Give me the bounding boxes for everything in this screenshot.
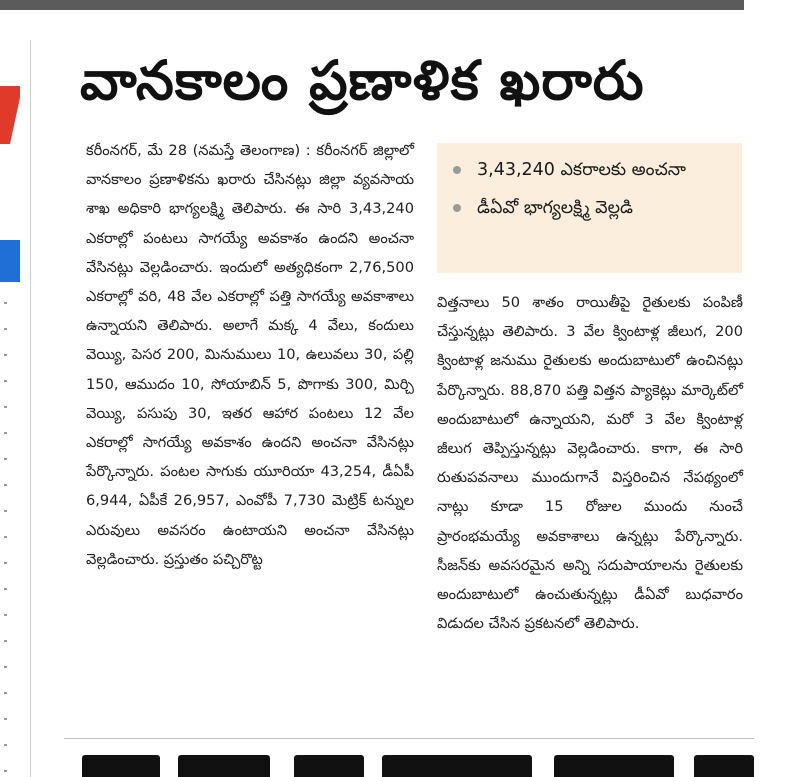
- article-headline: వానకాలం ప్రణాళిక ఖరారు: [80, 49, 645, 112]
- highlight-text: 3,43,240 ఎకరాలకు అంచనా: [477, 160, 686, 180]
- bullet-icon: [453, 204, 461, 212]
- bullet-icon: [453, 166, 461, 174]
- highlight-text: డీఏవో భాగ్యలక్ష్మి వెల్లడి: [477, 198, 633, 218]
- article-body-right-column: విత్తనాలు 50 శాతం రాయితీపై రైతులకు పంపిణీ చేస్తున్నట్లు తెలిపారు. 3 వేల క్వింటాళ్ల జీలుగ, 200 క్వింటాళ్ల జనుము రైతులకు అందుబాటులో ఉంచినట్లు పేర్కొన్నారు. 88,870 పత్తి విత్తన ప్యాకెట్లు మార్కెట్‌లో అందుబాటులో ఉన్నాయని, మరో 3 వేల క్వింటాళ్ల జీలుగ తెప్పిస్తున్నట్లు వెల్లడించారు. కాగా, ఈ సారి రుతుపవనాలు ముందుగానే విస్తరించిన నేపథ్యంలో నాట్లు కూడా 15 రోజుల ముందు నుంచే ప్రారంభమయ్యే అవకాశాలు ఉన్నట్లు పేర్కొన్నారు. సీజన్‌కు అవసరమైన అన్ని సదుపాయాలను రైతులకు అందుబాటులో ఉంచుతున్నట్లు డీఏవో బుధవారం విడుదల చేసిన ప్రకటనలో తెలిపారు.: [437, 294, 743, 633]
- adjacent-blue-block: [0, 240, 20, 282]
- cropped-glyph-run: [294, 755, 364, 777]
- article-body-left-column: కరీంనగర్, మే 28 (నమస్తే తెలంగాణ) : కరీంనగర్ జిల్లాలో వానకాలం ప్రణాళికను ఖరారు చేసినట్లు జిల్లా వ్యవసాయ శాఖ అధికారి భాగ్యలక్ష్మి తెలిపారు. ఈ సారి 3,43,240 ఎకరాల్లో పంటలు సాగయ్యే అవకాశం ఉందని అంచనా వేసినట్లు వెల్లడించారు. ఇందులో అత్యధికంగా 2,76,500 ఎకరాల్లో వరి, 48 వేల ఎకరాల్లో పత్తి సాగయ్యే అవకాశాలు ఉన్నాయని తెలిపారు. అలాగే మక్క 4 వేలు, కందులు వెయ్యి, పెసర 200, మినుములు 10, ఉలువలు 30, పల్లి 150, ఆముదం 10, సోయాబిన్ 5, పొగాకు 300, మిర్చి వెయ్యి, పసుపు 30, ఇతర ఆహార పంటలు 12 వేల ఎకరాల్లో సాగయ్యే అవకాశం ఉందని అంచనా వేసినట్లు పేర్కొన్నారు. పంటల సాగుకు యూరియా 43,254, డీఏపీ 6,944, ఏపీకే 26,957, ఎంవోపీ 7,730 మెట్రిక్ టన్నుల ఎరువులు అవసరం ఉంటాయని అంచనా వేసినట్లు వెల్లడించారు. ప్రస్తుతం పచ్చిరొట్ట: [86, 142, 414, 568]
- cropped-glyph-run: [178, 755, 270, 777]
- section-divider: [64, 738, 754, 739]
- cropped-glyph-run: [694, 755, 754, 777]
- highlight-item: [451, 189, 730, 227]
- top-page-band: [0, 0, 744, 10]
- adjacent-text-edge: [4, 302, 7, 772]
- adjacent-red-graphic: [0, 86, 20, 144]
- highlights-list: [437, 143, 742, 227]
- highlights-box: [437, 143, 742, 273]
- cropped-glyph-run: [82, 755, 160, 777]
- adjacent-column-edge: [0, 40, 31, 777]
- highlight-item: [451, 151, 730, 189]
- cropped-glyph-run: [382, 755, 532, 777]
- next-article-headline-cropped: [82, 755, 762, 777]
- cropped-glyph-run: [554, 755, 674, 777]
